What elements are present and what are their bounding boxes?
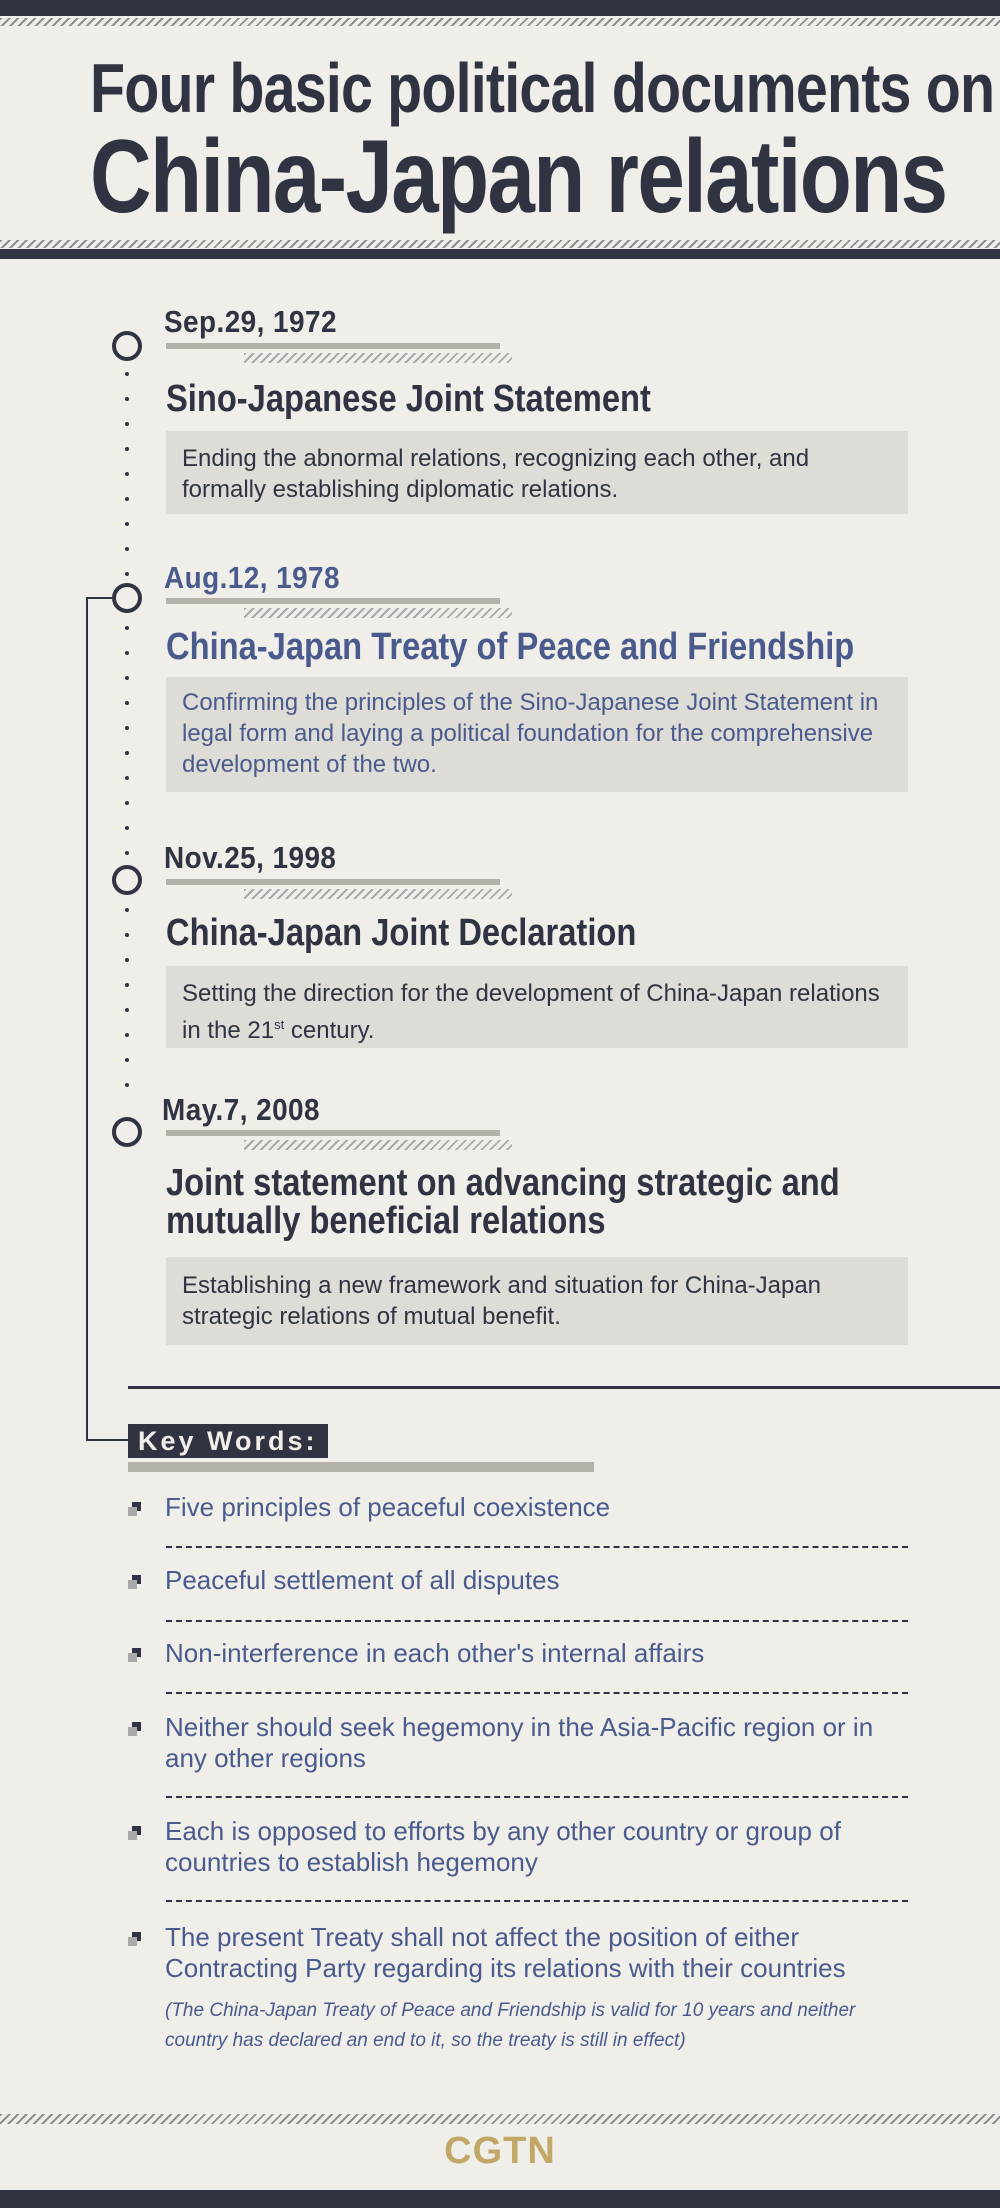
bullet-icon <box>128 1575 138 1585</box>
keyword-divider <box>166 1796 908 1798</box>
bullet-icon <box>128 1722 138 1732</box>
keyword-divider <box>166 1546 908 1548</box>
timeline-dot <box>125 497 129 501</box>
timeline-description-1: Ending the abnormal relations, recognizing each other, and formally establishing diplomatic relations. <box>166 431 908 514</box>
bullet-icon <box>128 1648 138 1658</box>
keyword-divider <box>166 1692 908 1694</box>
timeline-date-2: Aug.12, 1978 <box>164 560 340 595</box>
timeline-dot <box>125 1083 129 1087</box>
timeline-dot <box>125 397 129 401</box>
date-hatch-1 <box>244 353 512 363</box>
header-hatch <box>0 240 1000 248</box>
page-title-line2: China-Japan relations <box>90 119 947 235</box>
timeline-dot <box>125 776 129 780</box>
date-hatch-2 <box>244 608 512 618</box>
connector-top <box>86 597 112 599</box>
timeline-dot <box>125 1008 129 1012</box>
timeline-dot <box>125 547 129 551</box>
timeline-dot <box>125 522 129 526</box>
footer-hatch <box>0 2114 1000 2124</box>
page-title-line1: Four basic political documents on <box>90 49 995 127</box>
description-3-superscript: st <box>274 1017 285 1032</box>
timeline-dot <box>125 572 129 576</box>
keyword-item-4: Neither should seek hegemony in the Asia-Pacific region or in any other regions <box>165 1712 874 1773</box>
keywords-underline <box>128 1462 594 1472</box>
timeline-dot <box>125 726 129 730</box>
connector-vertical <box>86 597 88 1441</box>
bottom-band <box>0 2190 1000 2208</box>
bullet-icon <box>128 1932 138 1942</box>
keywords-title: Key Words: <box>128 1424 328 1458</box>
timeline-title-3: China-Japan Joint Declaration <box>166 912 637 954</box>
timeline-dot <box>125 826 129 830</box>
timeline-dot <box>125 676 129 680</box>
bullet-icon <box>128 1826 138 1836</box>
timeline-dot <box>125 422 129 426</box>
timeline-circle-1 <box>112 331 142 361</box>
treaty-note: (The China-Japan Treaty of Peace and Friendship is valid for 10 years and neither country has declared an end to it, so the treaty is still in effect) <box>165 2000 856 2051</box>
date-hatch-3 <box>244 889 512 899</box>
keyword-item-2: Peaceful settlement of all disputes <box>165 1565 560 1595</box>
timeline-dot <box>125 447 129 451</box>
timeline-date-4: May.7, 2008 <box>162 1092 320 1127</box>
timeline-title-4-line2: mutually beneficial relations <box>166 1200 606 1242</box>
timeline-dot <box>125 933 129 937</box>
date-underline-3 <box>166 879 500 885</box>
timeline-description-2: Confirming the principles of the Sino-Japanese Joint Statement in legal form and laying a political foundation for the comprehensive development of the two. <box>166 677 908 792</box>
date-hatch-4 <box>244 1140 512 1150</box>
description-3-text-end: century. <box>284 1017 375 1044</box>
date-underline-1 <box>166 343 500 349</box>
header-band <box>0 249 1000 259</box>
timeline-circle-3 <box>112 865 142 895</box>
section-divider <box>128 1386 1000 1389</box>
timeline-dot <box>125 701 129 705</box>
top-hatch <box>0 18 1000 26</box>
timeline-dot <box>125 626 129 630</box>
timeline-title-2: China-Japan Treaty of Peace and Friendship <box>166 626 855 668</box>
connector-bottom <box>86 1439 128 1441</box>
keyword-item-5: Each is opposed to efforts by any other country or group of countries to establish hegemony <box>165 1816 841 1877</box>
timeline-description-3 <box>166 966 908 1048</box>
timeline-dot <box>125 1058 129 1062</box>
timeline-dot <box>125 908 129 912</box>
date-underline-2 <box>166 598 500 604</box>
timeline-description-4: Establishing a new framework and situation for China-Japan strategic relations of mutual benefit. <box>166 1257 908 1345</box>
timeline-circle-4 <box>112 1117 142 1147</box>
keyword-divider <box>166 1620 908 1622</box>
timeline-dot <box>125 983 129 987</box>
timeline-title-4-line1: Joint statement on advancing strategic and <box>166 1162 840 1204</box>
timeline-dot <box>125 801 129 805</box>
top-band <box>0 0 1000 16</box>
timeline-dot <box>125 851 129 855</box>
timeline-dot <box>125 651 129 655</box>
bullet-icon <box>128 1502 138 1512</box>
cgtn-logo: CGTN <box>444 2130 556 2172</box>
timeline-circle-2 <box>112 583 142 613</box>
timeline-title-1: Sino-Japanese Joint Statement <box>166 378 651 420</box>
timeline-dot <box>125 751 129 755</box>
timeline-dot <box>125 1033 129 1037</box>
timeline-date-1: Sep.29, 1972 <box>164 304 337 339</box>
keyword-item-1: Five principles of peaceful coexistence <box>165 1492 611 1522</box>
keyword-item-6: The present Treaty shall not affect the position of either Contracting Party regarding its relations with their countries <box>165 1922 846 1983</box>
timeline-dot <box>125 472 129 476</box>
description-3-text: Setting the direction for the development of China-Japan relations in the 21 <box>182 980 880 1044</box>
keyword-item-3: Non-interference in each other's internal affairs <box>165 1638 705 1668</box>
timeline-dot <box>125 958 129 962</box>
timeline-date-3: Nov.25, 1998 <box>164 840 337 875</box>
timeline-dot <box>125 372 129 376</box>
date-underline-4 <box>166 1130 500 1136</box>
keyword-divider <box>166 1900 908 1902</box>
